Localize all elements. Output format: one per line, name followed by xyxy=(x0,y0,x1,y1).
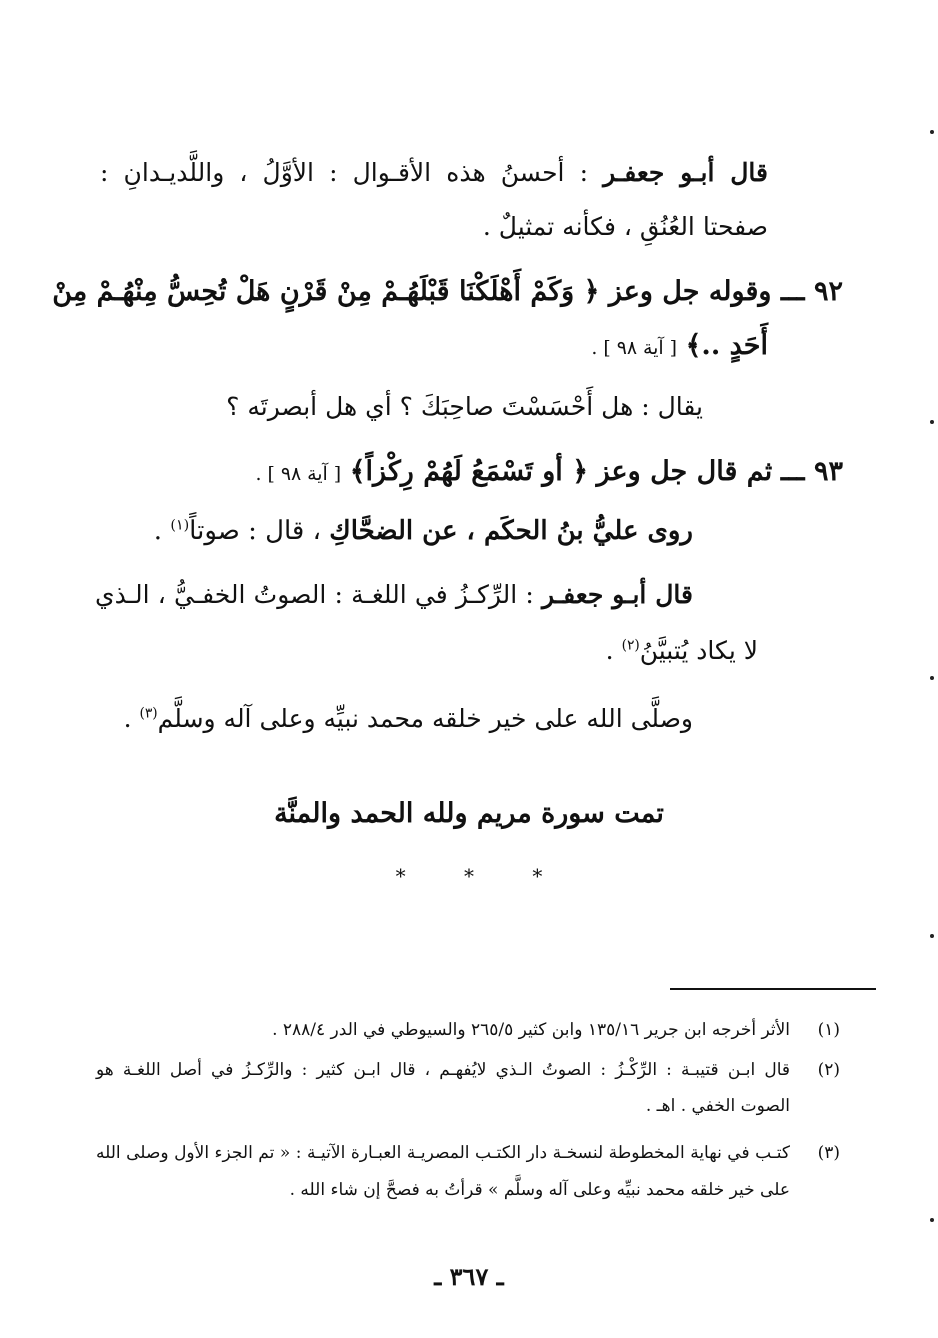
verse-93-line xyxy=(0,456,843,487)
verse-reference: [ آية ٩٨ ] . xyxy=(255,463,342,485)
footnote-ref: (٣) xyxy=(139,705,158,722)
footnote-number: (٣) xyxy=(817,1143,840,1163)
closing-title: تمت سورة مريم ولله الحمد والمنَّة xyxy=(274,798,664,829)
scan-mark xyxy=(930,1218,934,1222)
footnote-text: الأثر أخرجه ابن جرير ١٣٥/١٦ وابن كثير ٢٦٥/٥ والسيوطي في الدر ٢٨٨/٤ . xyxy=(272,1020,790,1040)
scan-mark xyxy=(930,676,934,680)
quran-quote: ﴿ أو تَسْمَعُ لَهُمْ رِكْزاً﴾ xyxy=(349,456,589,487)
verse-number: ٩٣ ـــ xyxy=(780,456,843,487)
scan-mark xyxy=(930,130,934,134)
quran-quote: ﴿ وَكَمْ أَهْلَكْنَا قَبْلَهُـمْ مِنْ قَرْنٍ هَلْ تُحِسُّ مِنْهُـمْ مِنْ xyxy=(52,276,600,307)
quran-quote-end: أَحَدٍ ..﴾ xyxy=(685,330,768,361)
footnote-2-continuation: الصوت الخفي . اهـ . xyxy=(645,1096,790,1116)
section-stars: * * * xyxy=(395,864,569,888)
footnote-3-continuation: على خير خلقه محمد نبيِّه وعلى آله وسلَّم » قرأتُ به فصحَّ إن شاء الله . xyxy=(289,1180,790,1200)
scan-mark xyxy=(930,420,934,424)
salutation-line xyxy=(0,704,693,733)
footnote-text: كتـب في نهاية المخطوطة لنسخـة دار الكتـب المصريـة العبـارة الآتيـة : « تم الجزء الأول وصلى الله xyxy=(96,1143,790,1163)
speaker-name: قال أبـو جعفـر xyxy=(542,580,694,609)
verse-92-line2 xyxy=(0,330,768,361)
footnote-number: (٢) xyxy=(817,1060,840,1080)
footnote-number: (١) xyxy=(817,1020,840,1040)
narration-end: . xyxy=(153,516,171,546)
narrator-chain: روى عليُّ بنُ الحكَم ، عن الضحَّاكِ xyxy=(329,516,693,546)
paragraph-text: لا يكاد يُتبيَّنُ xyxy=(639,636,758,665)
verse-intro: ثم قال جل وعز xyxy=(596,456,773,487)
footnote-text: قال ابـن قتيبـة : الرِّكْـزُ : الصوتُ الـذي لايُفهـم ، قال ابـن كثير : والرِّكـزُ في أصل اللغـة هو xyxy=(96,1060,790,1080)
scan-mark xyxy=(930,934,934,938)
narration-line xyxy=(0,516,693,546)
paragraph-abu-jafar-2-line1 xyxy=(95,580,693,609)
paragraph-abu-jafar-2-line2 xyxy=(0,636,758,665)
verse-intro: وقوله جل وعز xyxy=(608,276,772,307)
footnote-ref: (١) xyxy=(170,517,190,534)
footnote-separator xyxy=(670,988,876,990)
verse-number: ٩٢ ـــ xyxy=(780,276,843,307)
paragraph-text: : أحسنُ هذه الأقـوال : الأوَّلُ ، واللَّديـدانِ : xyxy=(100,158,588,187)
verse-reference: [ آية ٩٨ ] . xyxy=(591,337,678,359)
explanation-line: يقال : هل أَحْسَسْتَ صاحِبَكَ ؟ أي هل أبصرتَه ؟ xyxy=(226,392,703,421)
page-number: ـ ٣٦٧ ـ xyxy=(434,1262,504,1291)
salutation-text: وصلَّى الله على خير خلقه محمد نبيِّه وعلى آله وسلَّم xyxy=(157,704,693,733)
speaker-name: قال أبـو جعفـر xyxy=(603,158,768,187)
paragraph-text: : الرِّكـزُ في اللغـة : الصوتُ الخفـيُّ ، الـذي xyxy=(95,580,534,609)
footnote-ref: (٢) xyxy=(621,637,640,654)
verse-92-line1 xyxy=(52,276,843,307)
paragraph-abu-jafar-1-line1 xyxy=(100,158,768,187)
paragraph-end: . xyxy=(605,636,622,665)
paragraph-abu-jafar-1-line2: صفحتا العُنُقِ ، فكأنه تمثيلٌ . xyxy=(482,212,768,241)
salutation-end: . xyxy=(123,704,140,733)
narration-text: ، قال : صوتاً xyxy=(189,516,322,546)
